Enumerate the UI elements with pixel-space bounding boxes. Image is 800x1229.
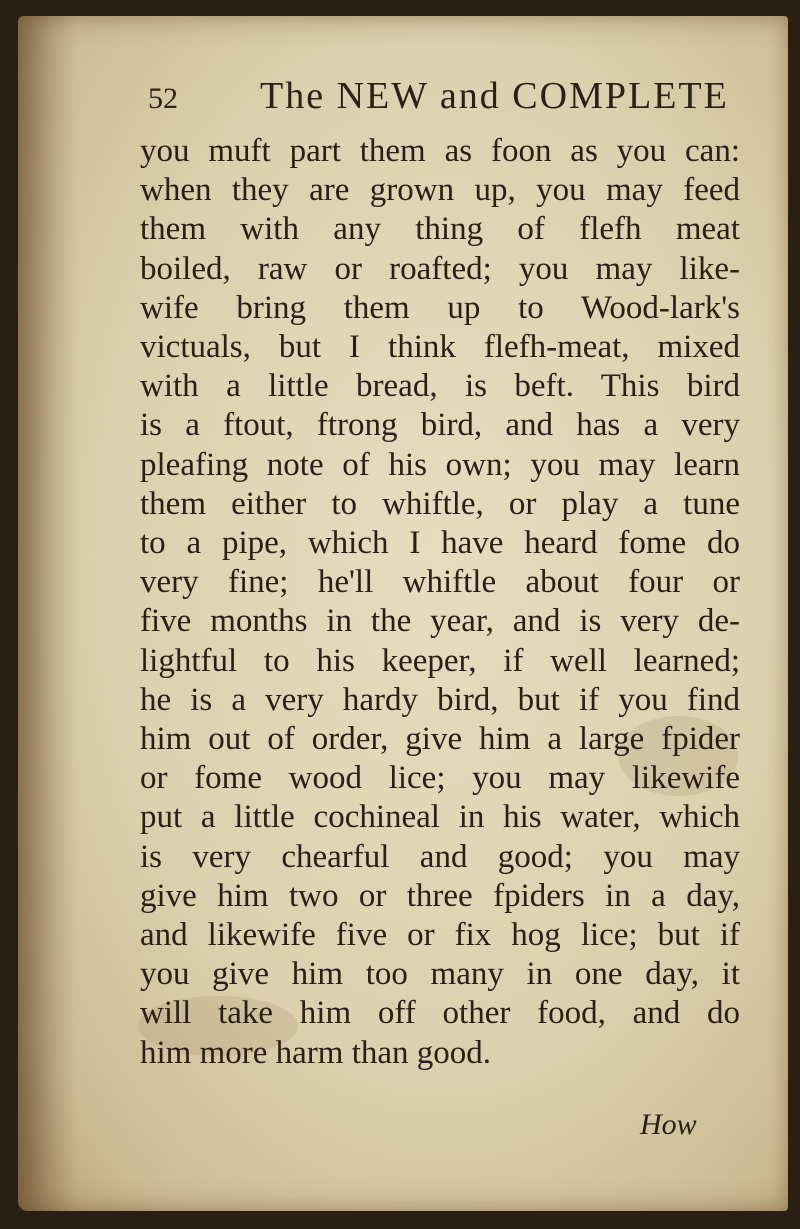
page-number: 52 (148, 82, 178, 115)
text-line: five months in the year, and is very de- (140, 603, 740, 640)
text-line: him out of order, give him a large fpider (140, 721, 740, 758)
text-line: very fine; he'll whiftle about four or (140, 564, 740, 601)
body-text (140, 132, 740, 1073)
text-line: put a little cochineal in his water, which (140, 799, 740, 836)
text-line: and likewife five or fix hog lice; but if (140, 917, 740, 954)
text-line: pleafing note of his own; you may learn (140, 446, 740, 483)
running-head (148, 70, 728, 130)
text-line: or fome wood lice; you may likewife (140, 760, 740, 797)
text-line: is a ftout, ftrong bird, and has a very (140, 407, 740, 444)
text-line: will take him off other food, and do (140, 995, 740, 1032)
text-line: lightful to his keeper, if well learned; (140, 642, 740, 679)
text-line: wife bring them up to Wood-lark's (140, 289, 740, 326)
text-line: he is a very hardy bird, but if you find (140, 681, 740, 718)
text-line: when they are grown up, you may feed (140, 172, 740, 209)
text-line: victuals, but I think flefh-meat, mixed (140, 329, 740, 366)
catchword: How (640, 1108, 697, 1141)
running-title: The NEW and COMPLETE (260, 75, 729, 117)
text-line: him more harm than good. (140, 1034, 492, 1071)
text-line: you give him too many in one day, it (140, 956, 740, 993)
text-line: is very chearful and good; you may (140, 838, 740, 875)
text-line: to a pipe, which I have heard fome do (140, 525, 740, 562)
text-line: with a little bread, is beft. This bird (140, 368, 740, 405)
text-line: them with any thing of flefh meat (140, 211, 740, 248)
text-line: them either to whiftle, or play a tune (140, 485, 740, 522)
text-line: give him two or three fpiders in a day, (140, 877, 740, 914)
text-line: boiled, raw or roafted; you may like- (140, 250, 740, 287)
text-line: you muft part them as foon as you can: (140, 133, 740, 169)
